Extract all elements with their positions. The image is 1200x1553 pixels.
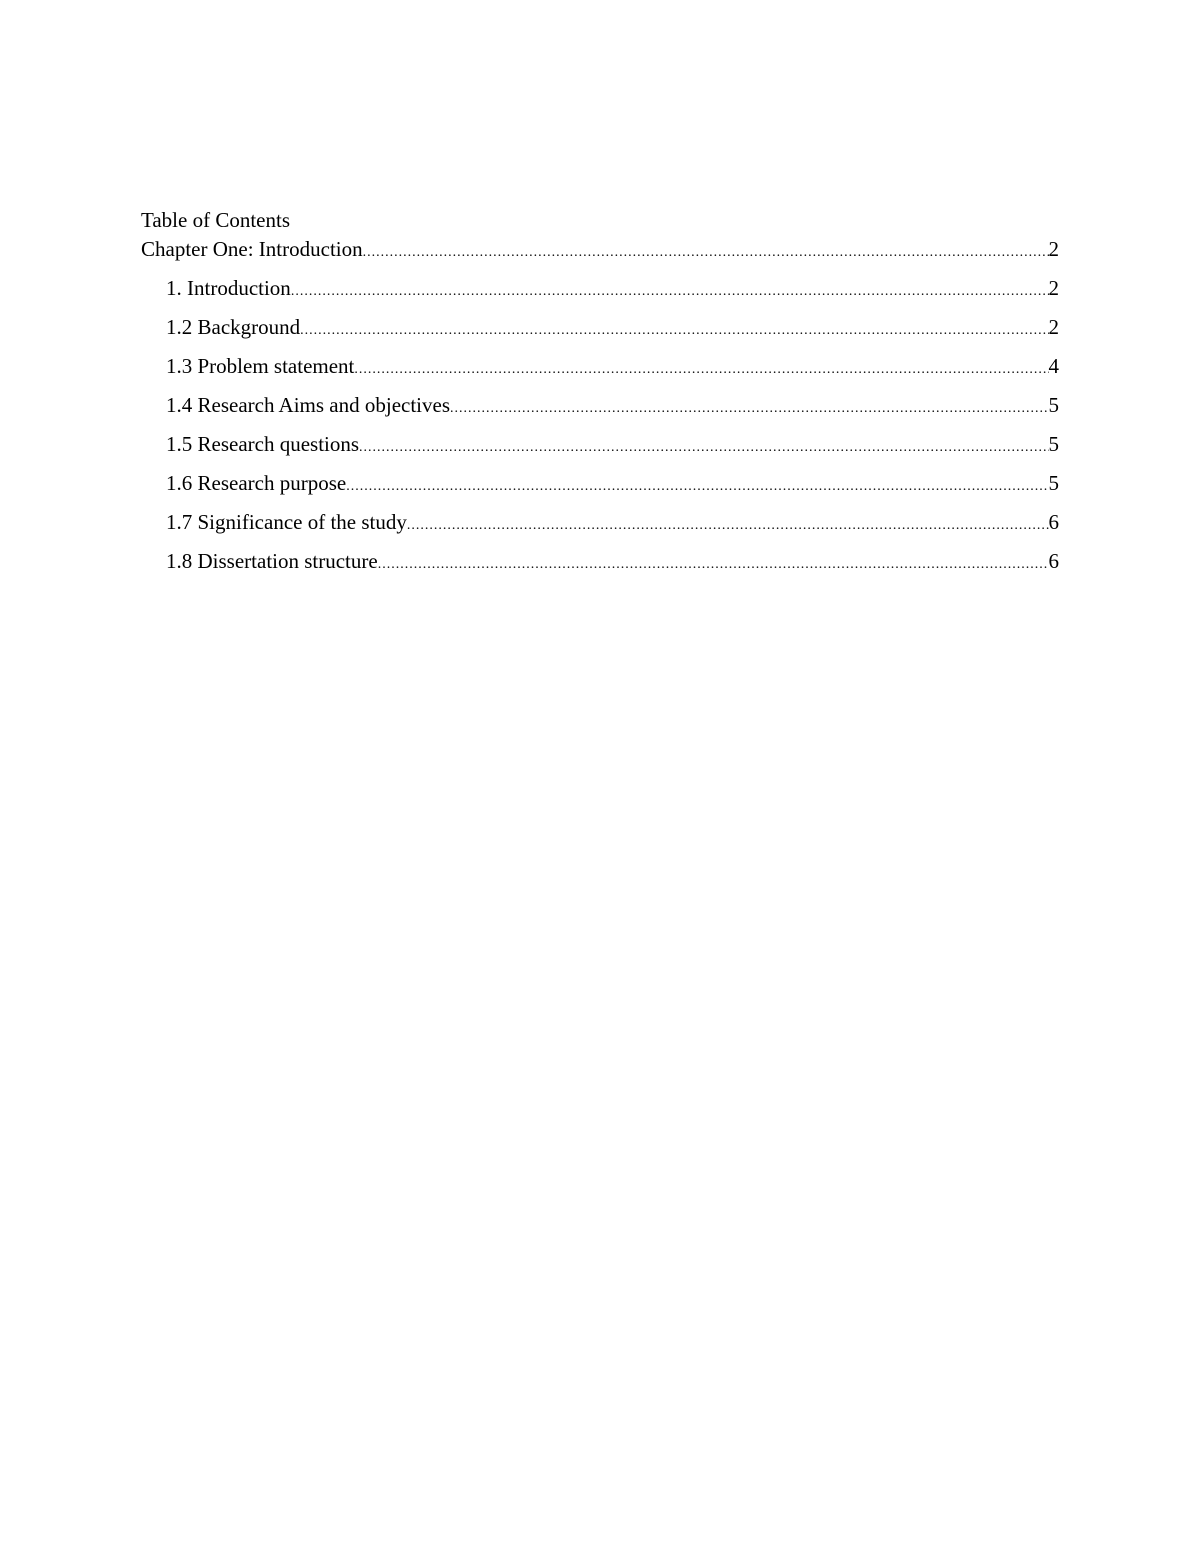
- toc-entry-page-number: 4: [1048, 354, 1059, 378]
- toc-dot-leader: [407, 511, 1049, 540]
- toc-heading: Table of Contents: [141, 208, 290, 232]
- toc-entry-chapter-one[interactable]: [141, 235, 1059, 264]
- toc-entry-research-questions[interactable]: [141, 430, 1059, 459]
- toc-entry-page-number: 5: [1048, 393, 1059, 417]
- toc-entry-label: 1. Introduction: [166, 276, 291, 300]
- toc-dot-leader: [363, 238, 1049, 267]
- toc-entry-label: 1.7 Significance of the study: [166, 510, 407, 534]
- toc-entry-label: 1.6 Research purpose: [166, 471, 347, 495]
- toc-entry-page-number: 2: [1048, 276, 1059, 300]
- toc-entry-page-number: 5: [1048, 432, 1059, 456]
- toc-dot-leader: [450, 394, 1048, 423]
- toc-dot-leader: [354, 355, 1048, 384]
- toc-entry-research-aims[interactable]: [141, 391, 1059, 420]
- toc-entry-page-number: 2: [1048, 315, 1059, 339]
- toc-entry-label: 1.2 Background: [166, 315, 301, 339]
- toc-entry-problem-statement[interactable]: [141, 352, 1059, 381]
- toc-dot-leader: [359, 433, 1048, 462]
- toc-entry-research-purpose[interactable]: [141, 469, 1059, 498]
- toc-entry-significance[interactable]: [141, 508, 1059, 537]
- toc-entry-label: 1.3 Problem statement: [166, 354, 355, 378]
- toc-dot-leader: [300, 316, 1048, 345]
- toc-entry-label: 1.8 Dissertation structure: [166, 549, 378, 573]
- toc-entry-dissertation-structure[interactable]: [141, 547, 1059, 576]
- toc-entry-label: 1.5 Research questions: [166, 432, 360, 456]
- toc-entry-page-number: 6: [1048, 549, 1059, 573]
- toc-entry-introduction[interactable]: [141, 274, 1059, 303]
- toc-entry-label: 1.4 Research Aims and objectives: [166, 393, 451, 417]
- toc-entry-page-number: 2: [1048, 237, 1059, 261]
- table-of-contents: [141, 205, 1059, 586]
- toc-entry-background[interactable]: [141, 313, 1059, 342]
- toc-dot-leader: [291, 277, 1049, 306]
- toc-entry-label: Chapter One: Introduction: [141, 237, 363, 261]
- toc-dot-leader: [378, 550, 1049, 579]
- toc-entry-page-number: 5: [1048, 471, 1059, 495]
- toc-entry-page-number: 6: [1048, 510, 1059, 534]
- toc-dot-leader: [346, 472, 1048, 501]
